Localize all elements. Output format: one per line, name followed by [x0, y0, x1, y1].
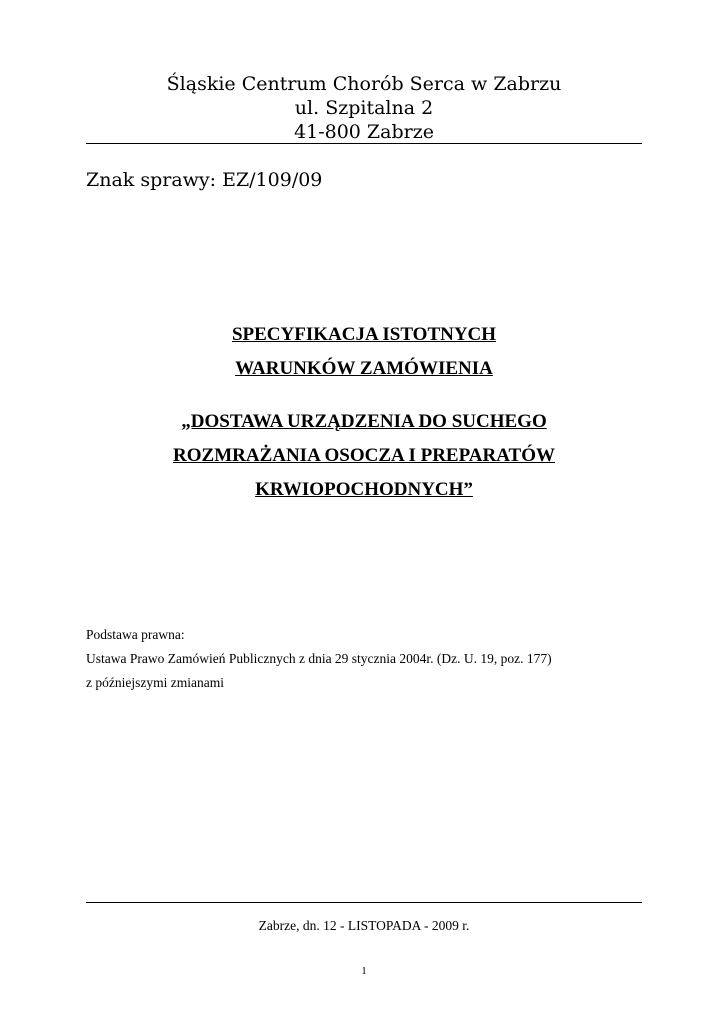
case-number: Znak sprawy: EZ/109/09 — [86, 169, 323, 191]
subject-line-3: KRWIOPOCHODNYCH” — [255, 479, 473, 500]
legal-basis-line-2: z późniejszymi zmianami — [86, 675, 224, 690]
page-number: 1 — [361, 965, 367, 977]
institution-name: Śląskie Centrum Chorób Serca w Zabrzu — [166, 73, 562, 95]
title-line-1: SPECYFIKACJA ISTOTNYCH — [231, 324, 497, 345]
document-title — [86, 318, 642, 386]
subject-line-2: ROZMRAŻANIA OSOCZA I PREPARATÓW — [173, 445, 555, 466]
document-header — [86, 72, 642, 144]
subject-line-1: „DOSTAWA URZĄDZENIA DO SUCHEGO — [181, 411, 547, 432]
legal-basis-label: Podstawa prawna: — [86, 627, 185, 642]
institution-street: ul. Szpitalna 2 — [294, 97, 434, 119]
institution-city: 41-800 Zabrze — [294, 121, 434, 143]
legal-basis — [86, 623, 646, 695]
header-divider — [86, 143, 642, 144]
order-subject — [86, 405, 642, 507]
title-line-2: WARUNKÓW ZAMÓWIENIA — [235, 358, 493, 379]
legal-basis-line-1: Ustawa Prawo Zamówień Publicznych z dnia 29 stycznia 2004r. (Dz. U. 19, poz. 177) — [86, 651, 552, 666]
footer-divider — [86, 902, 642, 903]
footer-date: Zabrze, dn. 12 - LISTOPADA - 2009 r. — [258, 918, 470, 933]
